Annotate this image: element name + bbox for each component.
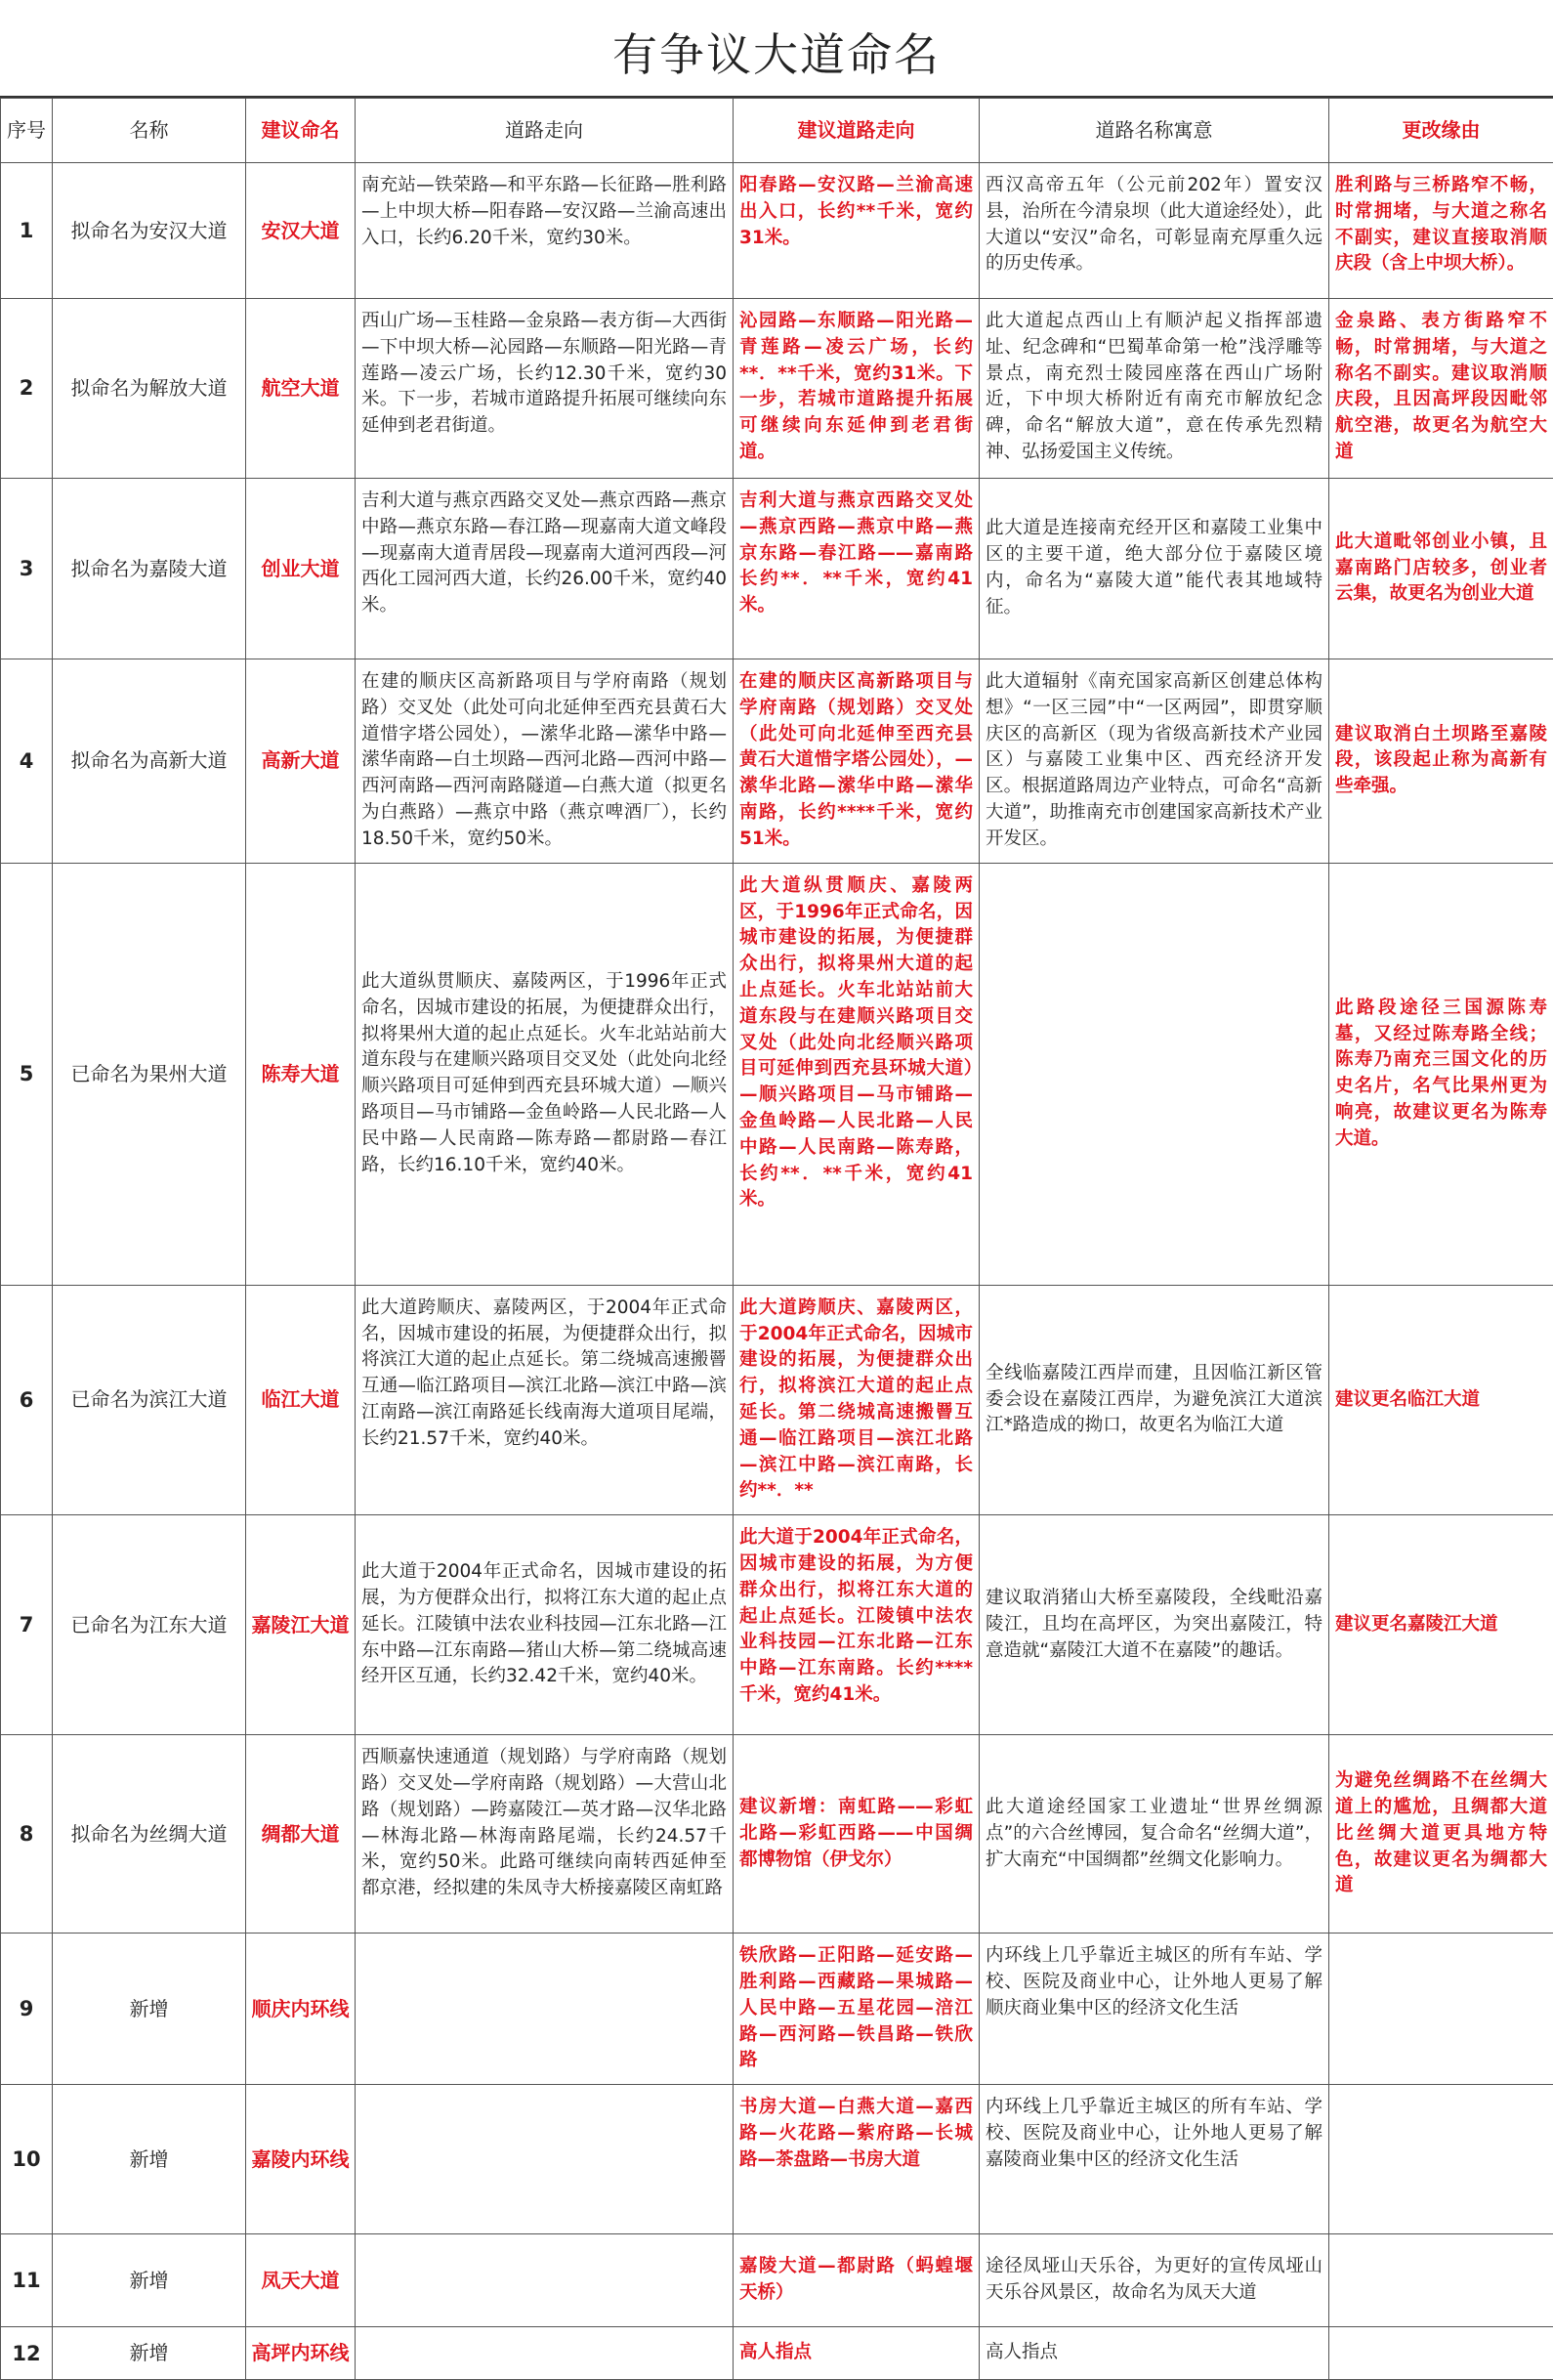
row-suggested-route: 阳春路—安汉路—兰渝高速出入口，长约**千米，宽约31米。 xyxy=(734,163,980,299)
row-name: 已命名为滨江大道 xyxy=(53,1285,246,1515)
row-reason: 建议更名临江大道 xyxy=(1329,1285,1553,1515)
row-reason: 金泉路、表方街路窄不畅，时常拥堵，与大道之称名不副实。建议取消顺庆段，且因高坪段因毗邻航空港，故更名为航空大道 xyxy=(1329,299,1553,479)
row-reason: 建议更名嘉陵江大道 xyxy=(1329,1515,1553,1735)
row-meaning: 此大道是连接南充经开区和嘉陵工业集中区的主要干道，绝大部分位于嘉陵区境内，命名为“嘉陵大道”能代表其地域特征。 xyxy=(980,479,1329,659)
row-suggested-name: 航空大道 xyxy=(246,299,356,479)
row-index: 6 xyxy=(1,1285,53,1515)
row-route: 此大道纵贯顺庆、嘉陵两区，于1996年正式命名，因城市建设的拓展，为便捷群众出行，拟将果州大道的起止点延长。火车北站站前大道东段与在建顺兴路项目交叉处（此处向北经顺兴路项目可延伸到西充县环城大道）—顺兴路项目—马市铺路—金鱼岭路—人民北路—人民中路—人民南路—陈寿路—都尉路—春江路，长约16.10千米，宽约40米。 xyxy=(356,863,734,1285)
naming-table xyxy=(0,98,1553,2380)
row-suggested-route: 建议新增：南虹路——彩虹北路—彩虹西路——中国绸都博物馆（伊戈尔） xyxy=(734,1735,980,1934)
row-meaning: 建议取消猪山大桥至嘉陵段，全线毗沿嘉陵江，且均在高坪区，为突出嘉陵江，特意造就“嘉陵江大道不在嘉陵”的趣话。 xyxy=(980,1515,1329,1735)
row-reason: 建议取消白土坝路至嘉陵段，该段起止称为高新有些牵强。 xyxy=(1329,659,1553,864)
row-index: 11 xyxy=(1,2234,53,2327)
row-route: 西山广场—玉桂路—金泉路—表方街—大西街—下中坝大桥—沁园路—东顺路—阳光路—青莲路—凌云广场，长约12.30千米，宽约30米。下一步，若城市道路提升拓展可继续向东延伸到老君街道。 xyxy=(356,299,734,479)
table-row xyxy=(1,2085,1553,2234)
row-reason: 此路段途径三国源陈寿墓，又经过陈寿路全线；陈寿乃南充三国文化的历史名片，名气比果州更为响亮，故建议更名为陈寿大道。 xyxy=(1329,863,1553,1285)
row-route: 此大道跨顺庆、嘉陵两区，于2004年正式命名，因城市建设的拓展，为便捷群众出行，拟将滨江大道的起止点延长。第二绕城高速搬罾互通—临江路项目—滨江北路—滨江中路—滨江南路—滨江南路延长线南海大道项目尾端，长约21.57千米，宽约40米。 xyxy=(356,1285,734,1515)
row-suggested-route: 书房大道—白燕大道—嘉西路—火花路—紫府路—长城路—茶盘路—书房大道 xyxy=(734,2085,980,2234)
row-suggested-route: 此大道于2004年正式命名，因城市建设的拓展，为方便群众出行，拟将江东大道的起止点延长。江陵镇中法农业科技园—江东北路—江东中路—江东南路。长约****千米，宽约41米。 xyxy=(734,1515,980,1735)
row-index: 4 xyxy=(1,659,53,864)
table-row xyxy=(1,163,1553,299)
row-name: 已命名为果州大道 xyxy=(53,863,246,1285)
row-suggested-route: 嘉陵大道—都尉路（蚂蝗堰天桥） xyxy=(734,2234,980,2327)
row-reason: 胜利路与三桥路窄不畅，时常拥堵，与大道之称名不副实，建议直接取消顺庆段（含上中坝大桥）。 xyxy=(1329,163,1553,299)
table-row xyxy=(1,479,1553,659)
row-route xyxy=(356,1934,734,2085)
row-reason xyxy=(1329,2085,1553,2234)
row-meaning: 全线临嘉陵江西岸而建，且因临江新区管委会设在嘉陵江西岸，为避免滨江大道滨江*路造成的拗口，故更名为临江大道 xyxy=(980,1285,1329,1515)
row-index: 2 xyxy=(1,299,53,479)
row-route xyxy=(356,2327,734,2380)
row-route: 在建的顺庆区高新路项目与学府南路（规划路）交叉处（此处可向北延伸至西充县黄石大道惜字塔公园处），—潆华北路—潆华中路—潆华南路—白土坝路—西河北路—西河中路—西河南路—西河南路隧道—白燕大道（拟更名为白燕路）—燕京中路（燕京啤酒厂），长约18.50千米，宽约50米。 xyxy=(356,659,734,864)
row-suggested-name: 创业大道 xyxy=(246,479,356,659)
row-index: 1 xyxy=(1,163,53,299)
row-meaning: 内环线上几乎靠近主城区的所有车站、学校、医院及商业中心，让外地人更易了解顺庆商业集中区的经济文化生活 xyxy=(980,1934,1329,2085)
row-index: 10 xyxy=(1,2085,53,2234)
header-route: 道路走向 xyxy=(356,99,734,163)
table-row xyxy=(1,659,1553,864)
row-name: 新增 xyxy=(53,2085,246,2234)
row-name: 新增 xyxy=(53,2327,246,2380)
row-suggested-name: 临江大道 xyxy=(246,1285,356,1515)
row-index: 8 xyxy=(1,1735,53,1934)
row-route: 南充站—铁荣路—和平东路—长征路—胜利路—上中坝大桥—阳春路—安汉路—兰渝高速出入口，长约6.20千米，宽约30米。 xyxy=(356,163,734,299)
row-suggested-route: 高人指点 xyxy=(734,2327,980,2380)
row-reason xyxy=(1329,2234,1553,2327)
row-meaning: 此大道起点西山上有顺泸起义指挥部遗址、纪念碑和“巴蜀革命第一枪”浅浮雕等景点，南充烈士陵园座落在西山广场附近，下中坝大桥附近有南充市解放纪念碑，命名“解放大道”，意在传承先烈精神、弘扬爱国主义传统。 xyxy=(980,299,1329,479)
row-route: 此大道于2004年正式命名，因城市建设的拓展，为方便群众出行，拟将江东大道的起止点延长。江陵镇中法农业科技园—江东北路—江东中路—江东南路—猪山大桥—第二绕城高速经开区互通，长约32.42千米，宽约40米。 xyxy=(356,1515,734,1735)
row-reason xyxy=(1329,1934,1553,2085)
row-suggested-name: 绸都大道 xyxy=(246,1735,356,1934)
row-name: 拟命名为丝绸大道 xyxy=(53,1735,246,1934)
table-row xyxy=(1,2234,1553,2327)
table-row xyxy=(1,1285,1553,1515)
table-row xyxy=(1,2327,1553,2380)
header-suggested-route: 建议道路走向 xyxy=(734,99,980,163)
row-meaning: 西汉高帝五年（公元前202年）置安汉县，治所在今清泉坝（此大道途经处），此大道以“安汉”命名，可彰显南充厚重久远的历史传承。 xyxy=(980,163,1329,299)
row-route xyxy=(356,2234,734,2327)
row-index: 9 xyxy=(1,1934,53,2085)
row-suggested-route: 吉利大道与燕京西路交叉处—燕京西路—燕京中路—燕京东路—春江路——嘉南路 长约**．**千米，宽约41米。 xyxy=(734,479,980,659)
header-reason: 更改缘由 xyxy=(1329,99,1553,163)
row-suggested-route: 铁欣路—正阳路—延安路—胜利路—西藏路—果城路—人民中路—五星花园—涪江路—西河路—铁昌路—铁欣路 xyxy=(734,1934,980,2085)
row-name: 已命名为江东大道 xyxy=(53,1515,246,1735)
header-row xyxy=(1,99,1553,163)
table-row xyxy=(1,863,1553,1285)
row-reason: 此大道毗邻创业小镇，且嘉南路门店较多，创业者云集，故更名为创业大道 xyxy=(1329,479,1553,659)
row-suggested-name: 安汉大道 xyxy=(246,163,356,299)
row-name: 新增 xyxy=(53,2234,246,2327)
row-index: 5 xyxy=(1,863,53,1285)
row-index: 7 xyxy=(1,1515,53,1735)
header-suggested-name: 建议命名 xyxy=(246,99,356,163)
table-row xyxy=(1,1515,1553,1735)
title-bar xyxy=(0,0,1553,98)
row-name: 拟命名为嘉陵大道 xyxy=(53,479,246,659)
header-name: 名称 xyxy=(53,99,246,163)
row-suggested-name: 陈寿大道 xyxy=(246,863,356,1285)
row-meaning xyxy=(980,863,1329,1285)
row-index: 3 xyxy=(1,479,53,659)
row-meaning: 途径凤垭山天乐谷，为更好的宣传凤垭山天乐谷风景区，故命名为凤天大道 xyxy=(980,2234,1329,2327)
row-suggested-route: 在建的顺庆区高新路项目与学府南路（规划路）交叉处（此处可向北延伸至西充县黄石大道惜字塔公园处），—潆华北路—潆华中路—潆华南路，长约****千米，宽约51米。 xyxy=(734,659,980,864)
row-name: 拟命名为安汉大道 xyxy=(53,163,246,299)
row-suggested-name: 高坪内环线 xyxy=(246,2327,356,2380)
row-reason: 为避免丝绸路不在丝绸大道上的尴尬，且绸都大道比丝绸大道更具地方特色，故建议更名为绸都大道 xyxy=(1329,1735,1553,1934)
table-row xyxy=(1,299,1553,479)
row-suggested-name: 顺庆内环线 xyxy=(246,1934,356,2085)
row-suggested-route: 此大道跨顺庆、嘉陵两区，于2004年正式命名，因城市建设的拓展，为便捷群众出行，拟将滨江大道的起止点延长。第二绕城高速搬罾互通—临江路项目—滨江北路—滨江中路—滨江南路，长约**．** xyxy=(734,1285,980,1515)
row-reason xyxy=(1329,2327,1553,2380)
table-row xyxy=(1,1735,1553,1934)
row-meaning: 此大道途经国家工业遗址“世界丝绸源点”的六合丝博园，复合命名“丝绸大道”，扩大南充“中国绸都”丝绸文化影响力。 xyxy=(980,1735,1329,1934)
row-name: 拟命名为解放大道 xyxy=(53,299,246,479)
row-name: 拟命名为高新大道 xyxy=(53,659,246,864)
row-name: 新增 xyxy=(53,1934,246,2085)
row-meaning: 内环线上几乎靠近主城区的所有车站、学校、医院及商业中心，让外地人更易了解嘉陵商业集中区的经济文化生活 xyxy=(980,2085,1329,2234)
row-suggested-name: 嘉陵内环线 xyxy=(246,2085,356,2234)
row-suggested-name: 凤天大道 xyxy=(246,2234,356,2327)
row-meaning: 高人指点 xyxy=(980,2327,1329,2380)
header-meaning: 道路名称寓意 xyxy=(980,99,1329,163)
row-suggested-route: 此大道纵贯顺庆、嘉陵两区，于1996年正式命名，因城市建设的拓展，为便捷群众出行，拟将果州大道的起止点延长。火车北站站前大道东段与在建顺兴路项目交叉处（此处向北经顺兴路项目可延伸到西充县环城大道）—顺兴路项目—马市铺路—金鱼岭路—人民北路—人民中路—人民南路—陈寿路，长约**．**千米，宽约41米。 xyxy=(734,863,980,1285)
table-row xyxy=(1,1934,1553,2085)
page-title: 有争议大道命名 xyxy=(0,20,1553,84)
row-meaning: 此大道辐射《南充国家高新区创建总体构想》“一区三园”中“一区两园”，即贯穿顺庆区的高新区（现为省级高新技术产业园区）与嘉陵工业集中区、西充经济开发区。根据道路周边产业特点，可命名“高新大道”，助推南充市创建国家高新技术产业开发区。 xyxy=(980,659,1329,864)
row-index: 12 xyxy=(1,2327,53,2380)
row-suggested-route: 沁园路—东顺路—阳光路—青莲路—凌云广场，长约**．**千米，宽约31米。下一步，若城市道路提升拓展可继续向东延伸到老君街道。 xyxy=(734,299,980,479)
row-route xyxy=(356,2085,734,2234)
row-route: 吉利大道与燕京西路交叉处—燕京西路—燕京中路—燕京东路—春江路—现嘉南大道文峰段—现嘉南大道青居段—现嘉南大道河西段—河西化工园河西大道，长约26.00千米，宽约40米。 xyxy=(356,479,734,659)
row-route: 西顺嘉快速通道（规划路）与学府南路（规划路）交叉处—学府南路（规划路）—大营山北路（规划路）—跨嘉陵江—英才路—汉华北路—林海北路—林海南路尾端，长约24.57千米，宽约50米。此路可继续向南转西延伸至都京港，经拟建的朱凤寺大桥接嘉陵区南虹路 xyxy=(356,1735,734,1934)
header-index: 序号 xyxy=(1,99,53,163)
row-suggested-name: 高新大道 xyxy=(246,659,356,864)
row-suggested-name: 嘉陵江大道 xyxy=(246,1515,356,1735)
